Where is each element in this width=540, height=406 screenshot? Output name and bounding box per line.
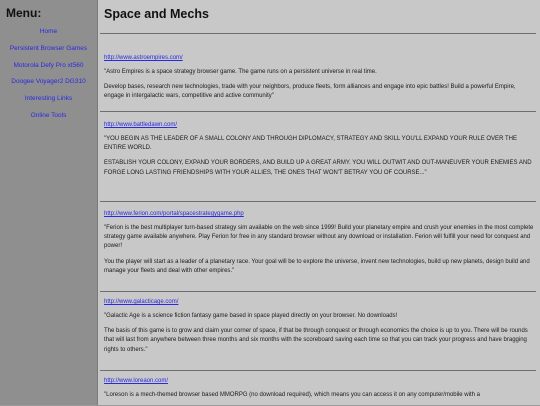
menu-item-interesting-links[interactable]: Interesting Links <box>24 95 73 103</box>
entry-paragraph: "YOU BEGIN AS THE LEADER OF A SMALL COLONY AND THROUGH DIPLOMACY, STRATEGY AND SKILL YOU'LL EXPAND YOUR RULE OVER THE ENTIRE WORLD. <box>104 136 517 152</box>
game-entry-loreaon <box>104 377 534 406</box>
game-entry-ferion <box>104 210 534 282</box>
entry-link[interactable]: http://www.ferion.com/portal/spacestrategygame.php <box>104 211 244 217</box>
entry-paragraph: You the player will start as a leader of a planetary race. Your goal will be to explore the universe, invent new technologies, build up new planets, design build and manage your fleets and deal with other empires." <box>104 258 530 274</box>
menu-item-persistent-browser-games[interactable]: Persistent Browser Games <box>9 44 88 52</box>
entry-paragraph: "Galactic Age is a science fiction fantasy game based in space played directly on your browser. No downloads! <box>104 313 398 319</box>
menu-item-home[interactable]: Home <box>39 28 58 35</box>
main-content <box>98 0 540 405</box>
divider <box>100 33 536 34</box>
divider <box>100 201 536 202</box>
entry-paragraph: The basis of this game is to grow and claim your corner of space, if that be through conquest or through economics the choice is up to you. There will be rounds that will last from anywhere between three months and six months with the scoreboard saving each time so that you can track your progress and have bragging rights to others." <box>104 328 528 353</box>
menu-list <box>0 28 97 129</box>
entry-paragraph: "Ferion is the best multiplayer turn-based strategy sim available on the web since 1999! Build your planetary empire and crush your enemies in the most complete strategy game available anywhere. Play Ferion for free in any standard browser without any download or installation. Ferion will fulfill your need for conquest and power! <box>104 225 534 250</box>
entry-link[interactable]: http://www.battledawn.com/ <box>104 122 178 128</box>
entry-paragraph: ESTABLISH YOUR COLONY, EXPAND YOUR BORDERS, AND BUILD UP A GREAT ARMY. YOU WILL OUTWIT AND OUT-MANEUVER YOUR ENEMIES AND FORGE LONG LASTING FRIENDSHIPS WITH YOUR ALLIES, THE ONES THAT WON'T BETRAY YOU OF COURSE..." <box>104 160 532 176</box>
game-entry-astroempires <box>104 54 534 108</box>
sidebar-menu <box>0 0 98 405</box>
game-entry-battledawn <box>104 121 534 184</box>
menu-item-motorola-defy-pro[interactable]: Motorola Defy Pro xt560 <box>13 61 84 69</box>
divider <box>100 370 536 371</box>
entry-paragraph: "Astro Empires is a space strategy browser game. The game runs on a persistent universe in real time. <box>104 69 377 75</box>
entry-link[interactable]: http://www.galacticage.com/ <box>104 299 179 305</box>
divider <box>100 291 536 292</box>
entry-link[interactable]: http://www.astroempires.com/ <box>104 55 183 61</box>
menu-title: Menu: <box>6 6 42 20</box>
entry-paragraph: Develop bases, research new technologies, trade with your neighbors, produce fleets, form alliances and engage into epic battles! Build a powerful Empire, engage in intergalactic wars, competitive and active community" <box>104 84 516 100</box>
game-entry-galacticage <box>104 298 534 361</box>
entry-paragraph: "Loreson is a mech-themed browser based MMORPG (no download required), which means you can access it on any computer/mobile with a <box>104 392 480 398</box>
divider <box>100 111 536 112</box>
entry-link[interactable]: http://www.loreaon.com/ <box>104 378 169 384</box>
menu-item-doogee-voyager2[interactable]: Doogee Voyager2 DG310 <box>11 78 86 86</box>
menu-item-online-tools[interactable]: Online Tools <box>30 111 67 119</box>
page-title: Space and Mechs <box>104 7 209 21</box>
